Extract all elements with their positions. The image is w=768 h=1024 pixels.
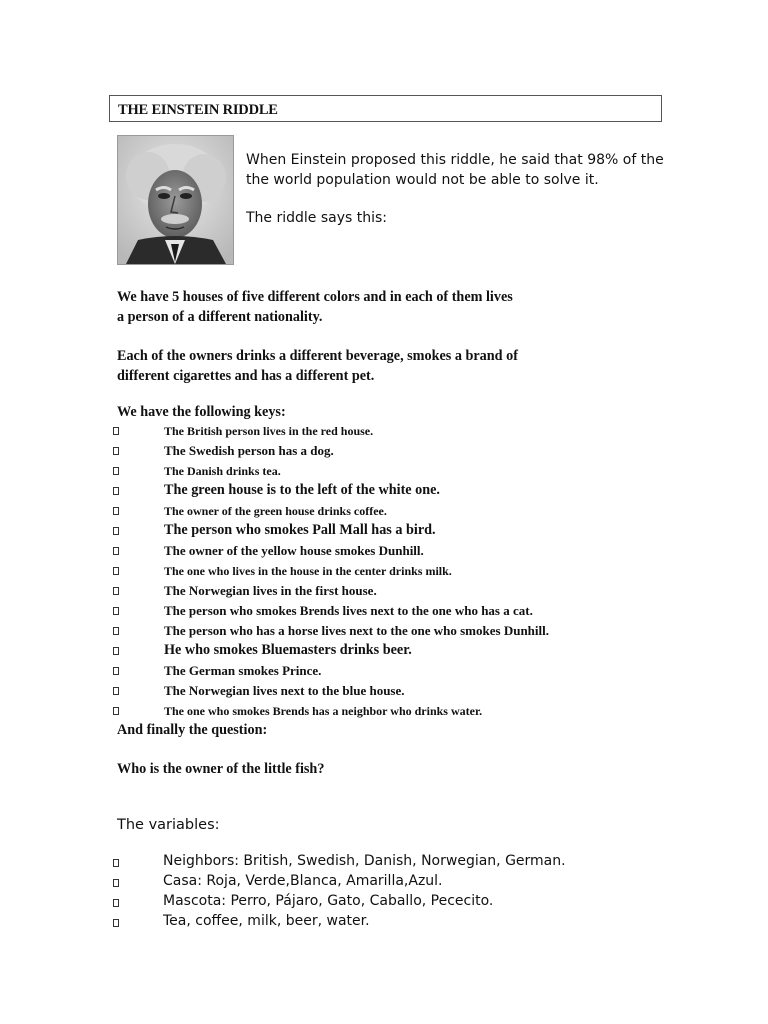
key-item: [0, 501, 768, 521]
checkbox-glyph-icon: [113, 627, 119, 635]
checkbox-glyph-icon: [113, 607, 119, 615]
checkbox-glyph-icon: [113, 647, 119, 655]
checkbox-glyph-icon: [113, 527, 119, 535]
owners-line-2: different cigarettes and has a different pet.: [117, 367, 375, 384]
checkbox-glyph-icon: [113, 879, 119, 887]
checkbox-glyph-icon: [113, 547, 119, 555]
checkbox-glyph-icon: [113, 587, 119, 595]
variable-text: Neighbors: British, Swedish, Danish, Norwegian, German.: [163, 853, 566, 869]
checkbox-glyph-icon: [113, 919, 119, 927]
checkbox-glyph-icon: [113, 487, 119, 495]
key-item: [0, 561, 768, 581]
key-text: The person who smokes Brends lives next to the one who has a cat.: [164, 603, 533, 618]
key-text: The owner of the yellow house smokes Dunhill.: [164, 543, 424, 558]
key-text: The person who smokes Pall Mall has a bird.: [164, 522, 436, 538]
variable-item: [0, 892, 768, 912]
intro-line-2: the world population would not be able to solve it.: [246, 171, 599, 188]
variable-text: Mascota: Perro, Pájaro, Gato, Caballo, Pececito.: [163, 893, 494, 909]
key-item: [0, 421, 768, 441]
checkbox-glyph-icon: [113, 899, 119, 907]
checkbox-glyph-icon: [113, 859, 119, 867]
intro-line-1: When Einstein proposed this riddle, he said that 98% of the: [246, 152, 664, 168]
final-question-label: And finally the question:: [117, 722, 268, 738]
houses-line-2: a person of a different nationality.: [117, 308, 323, 325]
key-item: [0, 661, 768, 681]
intro-line-3: The riddle says this:: [246, 210, 388, 226]
variable-text: Casa: Roja, Verde,Blanca, Amarilla,Azul.: [163, 873, 443, 889]
title-box: [109, 95, 662, 122]
checkbox-glyph-icon: [113, 467, 119, 475]
variable-item: [0, 912, 768, 932]
owners-line-1: Each of the owners drinks a different beverage, smokes a brand of: [117, 348, 518, 364]
variables-heading: The variables:: [117, 817, 220, 833]
variable-item: [0, 852, 768, 872]
checkbox-glyph-icon: [113, 447, 119, 455]
key-item: [0, 541, 768, 561]
key-text: The Danish drinks tea.: [164, 464, 281, 478]
houses-line-1: We have 5 houses of five different colors and in each of them lives: [117, 289, 513, 305]
checkbox-glyph-icon: [113, 707, 119, 715]
key-text: He who smokes Bluemasters drinks beer.: [164, 642, 412, 658]
key-text: The one who lives in the house in the center drinks milk.: [164, 564, 452, 578]
houses-paragraph: [117, 288, 577, 327]
checkbox-glyph-icon: [113, 567, 119, 575]
key-item: [0, 681, 768, 701]
key-text: The Norwegian lives next to the blue house.: [164, 683, 405, 698]
variable-text: Tea, coffee, milk, beer, water.: [163, 913, 370, 929]
key-item: [0, 621, 768, 641]
key-text: The person who has a horse lives next to the one who smokes Dunhill.: [164, 623, 549, 638]
checkbox-glyph-icon: [113, 507, 119, 515]
key-item: [0, 581, 768, 601]
portrait-image: [118, 136, 233, 264]
key-text: The Swedish person has a dog.: [164, 443, 334, 458]
variable-item: [0, 872, 768, 892]
key-item: [0, 461, 768, 481]
key-item: [0, 701, 768, 721]
keys-heading: We have the following keys:: [117, 404, 286, 420]
einstein-portrait: [117, 135, 234, 265]
key-text: The Norwegian lives in the first house.: [164, 583, 377, 598]
owners-paragraph: [117, 347, 577, 386]
key-text: The German smokes Prince.: [164, 663, 322, 678]
key-item: [0, 441, 768, 461]
key-text: The owner of the green house drinks coffee.: [164, 504, 387, 518]
key-text: The green house is to the left of the white one.: [164, 482, 440, 498]
intro-text: [246, 151, 666, 229]
checkbox-glyph-icon: [113, 687, 119, 695]
document-title: THE EINSTEIN RIDDLE: [118, 102, 278, 118]
checkbox-glyph-icon: [113, 427, 119, 435]
checkbox-glyph-icon: [113, 667, 119, 675]
key-item: [0, 481, 768, 501]
key-item: [0, 601, 768, 621]
key-item: [0, 521, 768, 541]
key-item: [0, 641, 768, 661]
key-text: The one who smokes Brends has a neighbor who drinks water.: [164, 704, 483, 718]
key-text: The British person lives in the red house.: [164, 424, 374, 438]
riddle-question: Who is the owner of the little fish?: [117, 761, 325, 777]
